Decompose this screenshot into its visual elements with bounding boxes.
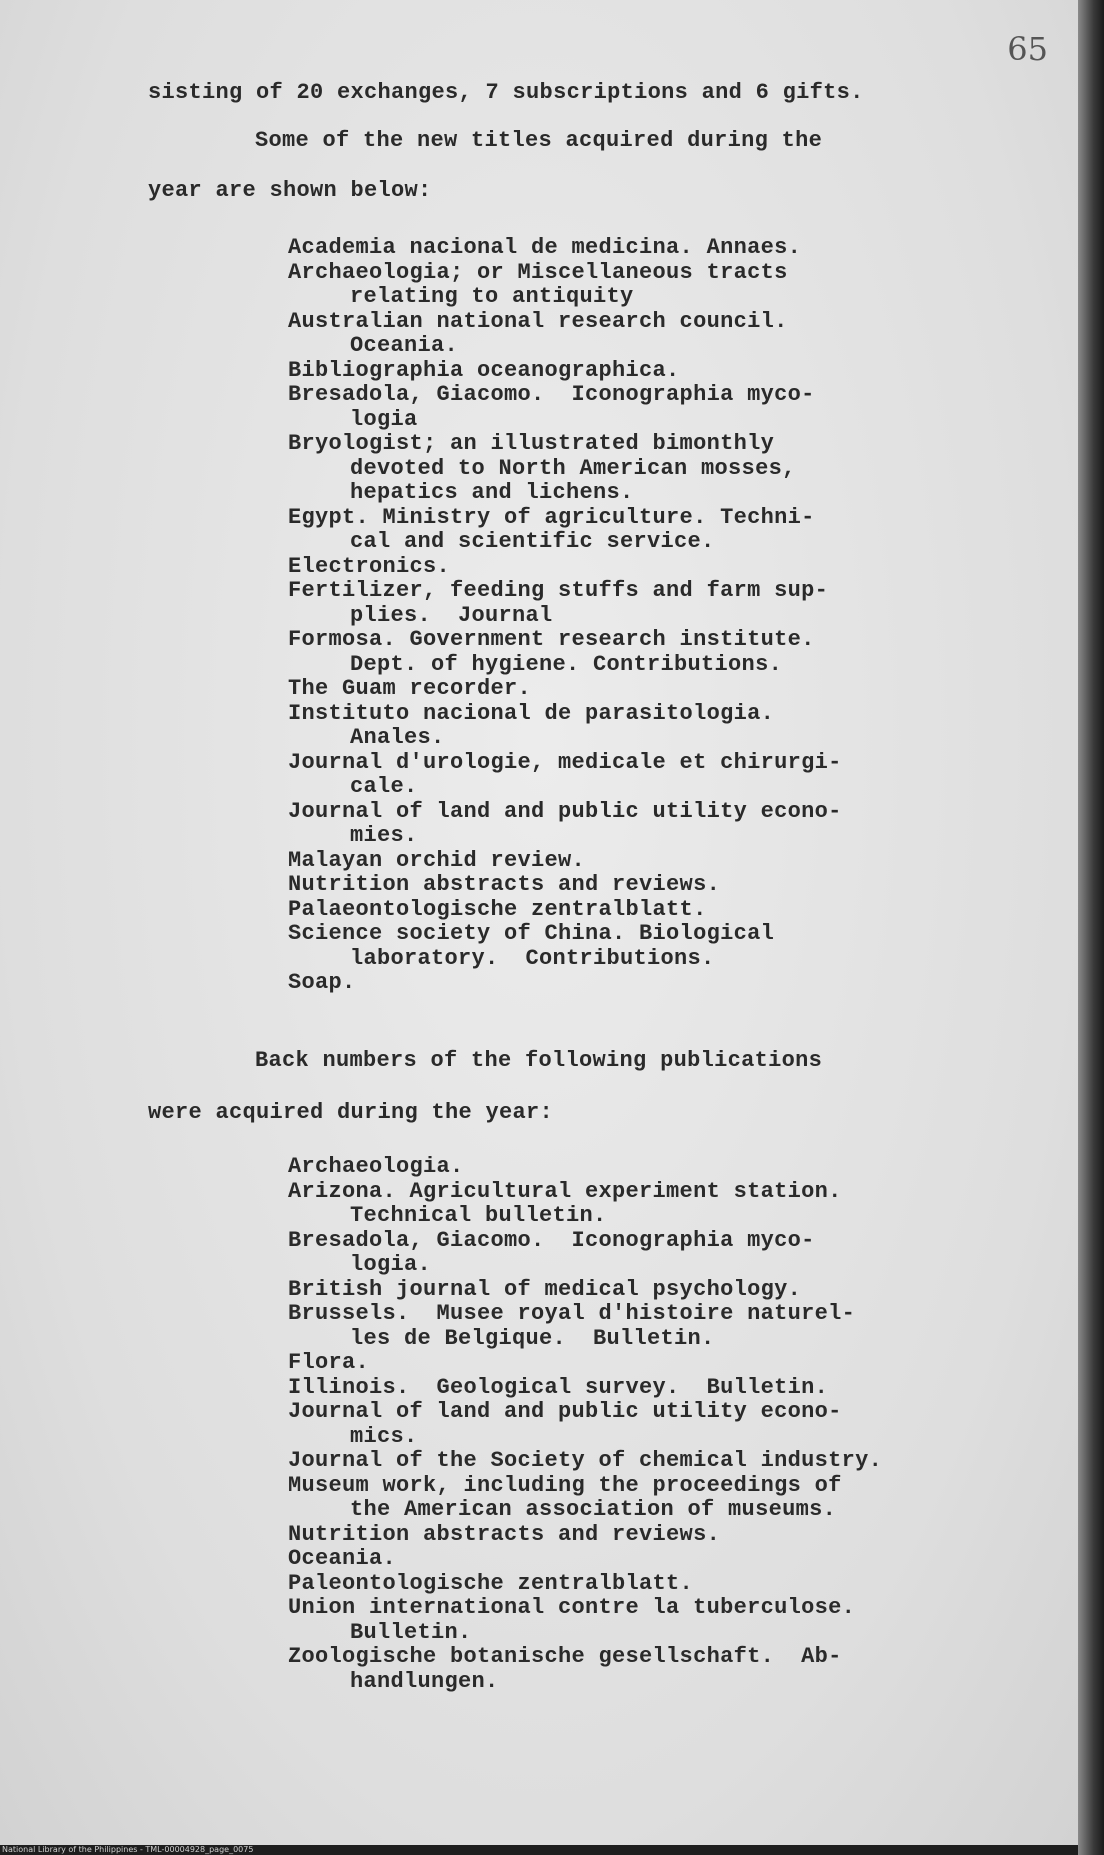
list-item: [288, 359, 842, 384]
entry-line: Palaeontologische zentralblatt.: [288, 896, 707, 922]
entry-line: Oceania.: [288, 1546, 397, 1571]
entry-continuation-line: plies. Journal: [350, 602, 553, 628]
back-numbers-list: [288, 1155, 882, 1694]
entry-continuation-line: hepatics and lichens.: [350, 480, 634, 505]
entry-continuation-line: Oceania.: [350, 333, 459, 358]
list-item: [288, 628, 842, 677]
list-item: [288, 800, 842, 849]
list-item: [288, 1155, 882, 1180]
entry-continuation-line: logia: [350, 406, 418, 432]
entry-line: Bryologist; an illustrated bimonthly: [288, 431, 775, 456]
entry-line: Instituto nacional de parasitologia.: [288, 700, 775, 726]
entry-line: Nutrition abstracts and reviews.: [288, 872, 721, 897]
list-item: [288, 236, 842, 261]
entry-line: Journal of land and public utility econo-: [288, 1399, 842, 1424]
list-item: [288, 261, 842, 310]
entry-line: Union international contre la tuberculose.: [288, 1595, 856, 1620]
entry-line: Journal of land and public utility econo-: [288, 798, 842, 824]
list-item: [288, 702, 842, 751]
entry-line: Brussels. Musee royal d'histoire naturel-: [288, 1301, 856, 1326]
entry-line: Arizona. Agricultural experiment station.: [288, 1178, 842, 1204]
entry-line: Soap.: [288, 970, 356, 995]
entry-line: Formosa. Government research institute.: [288, 627, 815, 652]
entry-line: Bresadola, Giacomo. Iconographia myco-: [288, 1227, 815, 1253]
entry-line: Bibliographia oceanographica.: [288, 357, 680, 383]
back-intro-line-2: were acquired during the year:: [148, 1100, 554, 1125]
entry-continuation-line: les de Belgique. Bulletin.: [350, 1325, 715, 1351]
entry-line: Illinois. Geological survey. Bulletin.: [288, 1374, 829, 1400]
entry-line: Egypt. Ministry of agriculture. Techni-: [288, 504, 815, 530]
entry-continuation-line: the American association of museums.: [350, 1497, 837, 1522]
entry-line: Academia nacional de medicina. Annaes.: [288, 235, 802, 260]
list-item: [288, 579, 842, 628]
entry-continuation-line: logia.: [350, 1252, 432, 1277]
list-item: [288, 1302, 882, 1351]
entry-continuation-line: devoted to North American mosses,: [350, 455, 796, 481]
list-item: [288, 1376, 882, 1401]
list-item: [288, 849, 842, 874]
entry-line: Paleontologische zentralblatt.: [288, 1570, 694, 1596]
list-item: [288, 1278, 882, 1303]
entry-line: The Guam recorder.: [288, 676, 532, 701]
entry-line: Electronics.: [288, 553, 451, 579]
list-item: [288, 1351, 882, 1376]
intro-line-1: sisting of 20 exchanges, 7 subscriptions and 6 gifts.: [148, 80, 864, 105]
list-item: [288, 1474, 882, 1523]
scan-credit: National Library of the Philippines - TML-00004928_page_0075: [2, 1845, 254, 1854]
list-item: [288, 971, 842, 996]
list-item: [288, 1400, 882, 1449]
entry-line: British journal of medical psychology.: [288, 1276, 802, 1302]
entry-continuation-line: handlungen.: [350, 1668, 499, 1694]
list-item: [288, 677, 842, 702]
entry-line: Bresadola, Giacomo. Iconographia myco-: [288, 382, 815, 407]
list-item: [288, 1572, 882, 1597]
list-item: [288, 1596, 882, 1645]
entry-line: Nutrition abstracts and reviews.: [288, 1521, 721, 1547]
intro-line-3: year are shown below:: [148, 178, 432, 203]
entry-continuation-line: mies.: [350, 823, 418, 848]
entry-continuation-line: Anales.: [350, 725, 445, 750]
new-titles-list: [288, 236, 842, 996]
list-item: [288, 1523, 882, 1548]
entry-continuation-line: laboratory. Contributions.: [350, 945, 715, 971]
entry-continuation-line: cale.: [350, 774, 418, 799]
entry-line: Archaeologia; or Miscellaneous tracts: [288, 259, 788, 285]
entry-line: Zoologische botanische gesellschaft. Ab-: [288, 1644, 842, 1669]
list-item: [288, 1449, 882, 1474]
entry-line: Journal of the Society of chemical industry.: [288, 1448, 883, 1473]
entry-line: Australian national research council.: [288, 308, 788, 334]
back-intro-line-1: Back numbers of the following publications: [255, 1048, 823, 1073]
list-item: [288, 873, 842, 898]
entry-line: Fertilizer, feeding stuffs and farm sup-: [288, 578, 829, 603]
entry-continuation-line: relating to antiquity: [350, 284, 634, 309]
entry-line: Malayan orchid review.: [288, 847, 586, 873]
list-item: [288, 383, 842, 432]
entry-line: Science society of China. Biological: [288, 921, 775, 946]
list-item: [288, 432, 842, 506]
entry-continuation-line: Dept. of hygiene. Contributions.: [350, 651, 783, 677]
intro-line-2: Some of the new titles acquired during the: [255, 128, 823, 153]
entry-continuation-line: cal and scientific service.: [350, 529, 715, 554]
entry-continuation-line: Technical bulletin.: [350, 1203, 607, 1228]
list-item: [288, 1645, 882, 1694]
list-item: [288, 1180, 882, 1229]
list-item: [288, 751, 842, 800]
list-item: [288, 922, 842, 971]
list-item: [288, 898, 842, 923]
entry-line: Archaeologia.: [288, 1154, 464, 1179]
list-item: [288, 1229, 882, 1278]
page-edge-shadow: [1078, 0, 1104, 1855]
entry-line: Museum work, including the proceedings of: [288, 1472, 842, 1498]
page-number: 65: [1007, 30, 1048, 68]
list-item: [288, 310, 842, 359]
entry-continuation-line: Bulletin.: [350, 1619, 472, 1645]
entry-line: Journal d'urologie, medicale et chirurgi-: [288, 749, 842, 775]
entry-line: Flora.: [288, 1350, 370, 1375]
list-item: [288, 1547, 882, 1572]
list-item: [288, 555, 842, 580]
list-item: [288, 506, 842, 555]
entry-continuation-line: mics.: [350, 1423, 418, 1449]
